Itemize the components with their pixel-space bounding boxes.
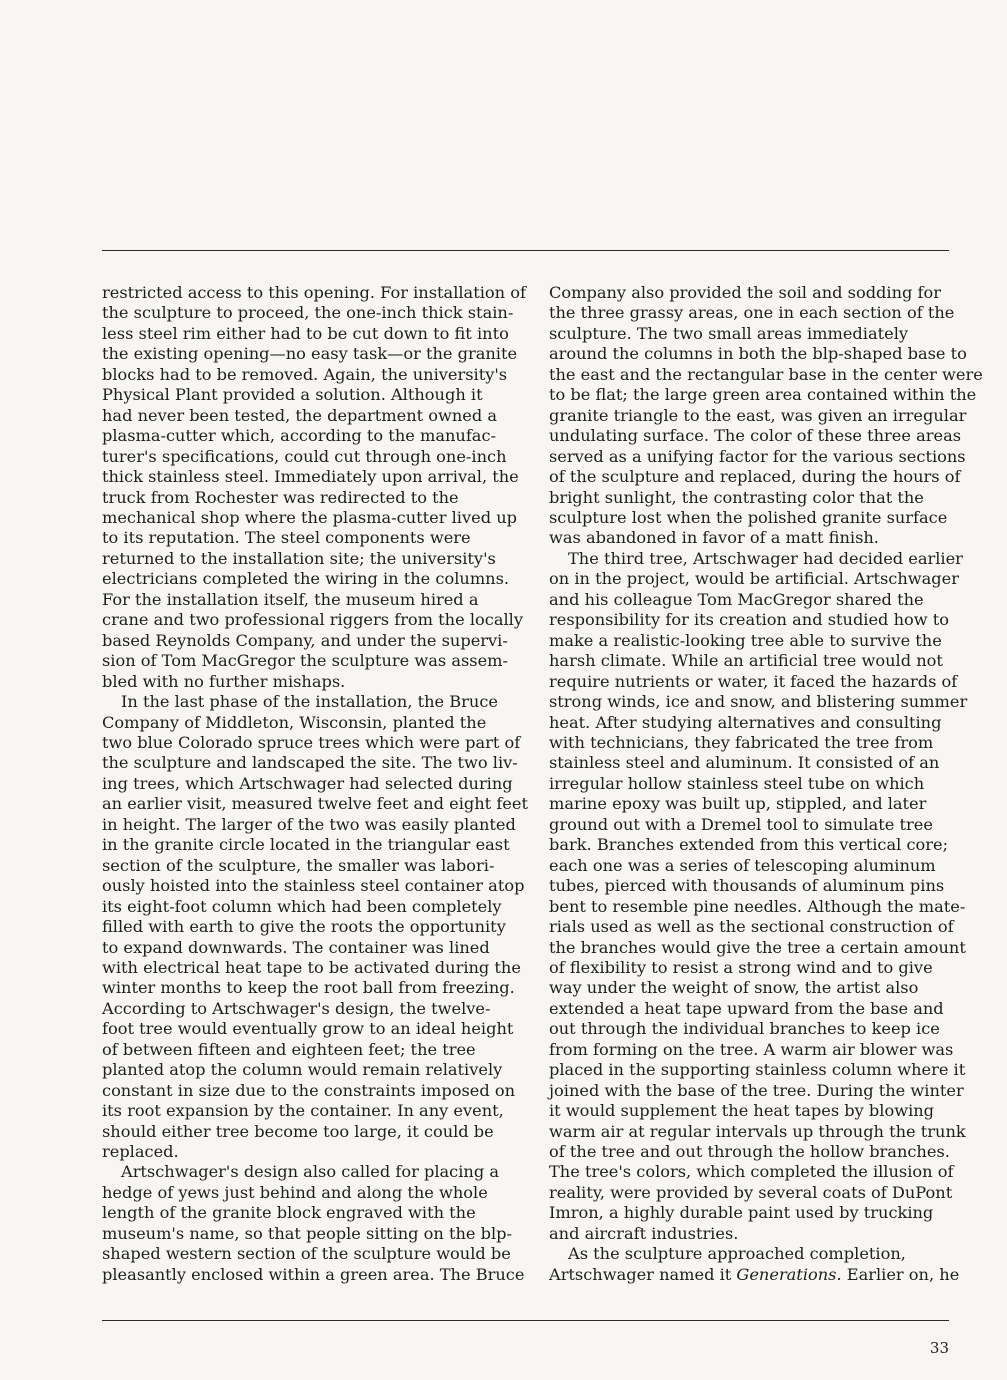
text-line: its root expansion by the container. In any event,	[102, 1101, 504, 1121]
text-line: of flexibility to resist a strong wind and to give	[549, 957, 933, 977]
text-line: granite triangle to the east, was given an irregular	[549, 405, 967, 425]
text-line: tubes, pierced with thousands of aluminum pins	[549, 876, 945, 896]
text-line: from forming on the tree. A warm air blower was	[549, 1039, 954, 1059]
text-line: the sculpture to proceed, the one-inch thick stain-	[102, 303, 514, 323]
bottom-rule	[102, 1320, 949, 1321]
text-line: sculpture lost when the polished granite surface	[549, 507, 948, 527]
text-line: with technicians, they fabricated the tree from	[549, 732, 934, 752]
text-line: ously hoisted into the stainless steel container atop	[102, 876, 525, 896]
text-line: joined with the base of the tree. During the winter	[549, 1080, 964, 1100]
text-line: returned to the installation site; the university's	[102, 548, 496, 568]
text-line: had never been tested, the department owned a	[102, 405, 498, 425]
text-line: Artschwager's design also called for placing a	[121, 1162, 500, 1182]
text-line: heat. After studying alternatives and consulting	[549, 712, 942, 732]
text-line: in height. The larger of the two was easily planted	[102, 814, 516, 834]
text-line: of between fifteen and eighteen feet; the tree	[102, 1039, 476, 1059]
page-number: 33	[929, 1339, 949, 1357]
text-line: in the granite circle located in the triangular east	[102, 835, 510, 855]
text-line: pleasantly enclosed within a green area. The Bruce	[102, 1264, 525, 1284]
text-line: responsibility for its creation and studied how to	[549, 610, 949, 630]
text-line: rials used as well as the sectional construction of	[549, 917, 954, 937]
text-line: Company also provided the soil and sodding for	[549, 283, 942, 302]
text-line: it would supplement the heat tapes by blowing	[549, 1101, 935, 1121]
text-line: ing trees, which Artschwager had selected during	[102, 773, 513, 793]
text-line: electricians completed the wiring in the columns.	[102, 569, 510, 589]
text-line: stainless steel and aluminum. It consisted of an	[549, 753, 940, 773]
text-line: sculpture. The two small areas immediately	[549, 323, 909, 343]
text-line: out through the individual branches to keep ice	[549, 1019, 940, 1039]
text-line: sion of Tom MacGregor the sculpture was assem-	[102, 651, 509, 671]
text-span: Artschwager named it	[549, 1264, 732, 1284]
text-line: The tree's colors, which completed the illusion of	[549, 1162, 954, 1182]
text-line: undulating surface. The color of these three areas	[549, 426, 962, 446]
text-line: bark. Branches extended from this vertical core;	[549, 835, 949, 855]
text-line: make a realistic-looking tree able to survive the	[549, 630, 942, 650]
text-line: to its reputation. The steel components were	[102, 528, 471, 548]
text-line: require nutrients or water, it faced the hazards of	[549, 671, 958, 691]
text-line: Physical Plant provided a solution. Although it	[102, 385, 483, 405]
text-line: ground out with a Dremel tool to simulate tree	[549, 814, 933, 834]
text-line: shaped western section of the sculpture would be	[102, 1244, 511, 1264]
text-line: around the columns in both the blp-shaped base to	[549, 344, 967, 364]
text-line: Imron, a highly durable paint used by trucking	[549, 1203, 934, 1223]
text-line: the sculpture and landscaped the site. The two liv-	[102, 753, 518, 773]
text-line: section of the sculpture, the smaller was labori-	[102, 855, 495, 875]
text-line: each one was a series of telescoping aluminum	[549, 855, 936, 875]
text-line: filled with earth to give the roots the opportunity	[102, 917, 506, 937]
text-line: harsh climate. While an artificial tree would not	[549, 651, 943, 671]
text-line: blocks had to be removed. Again, the university's	[102, 364, 508, 384]
text-line: warm air at regular intervals up through the trunk	[549, 1121, 966, 1141]
text-line: extended a heat tape upward from the base and	[549, 998, 944, 1018]
text-line: and his colleague Tom MacGregor shared the	[549, 589, 924, 609]
text-line: restricted access to this opening. For installation of	[102, 283, 526, 302]
text-line: thick stainless steel. Immediately upon arrival, the	[102, 467, 519, 487]
text-line: hedge of yews just behind and along the whole	[102, 1182, 488, 1202]
text-line: should either tree become too large, it could be	[102, 1121, 494, 1141]
text-line: reality, were provided by several coats of DuPont	[549, 1182, 953, 1202]
text-span: Earlier on, he	[841, 1264, 960, 1284]
text-line: foot tree would eventually grow to an ideal height	[102, 1019, 514, 1039]
text-line: length of the granite block engraved with the	[102, 1203, 476, 1223]
text-line: As the sculpture approached completion,	[568, 1244, 906, 1264]
text-line: Company of Middleton, Wisconsin, planted the	[102, 712, 487, 732]
left-column	[102, 283, 528, 1285]
text-line: an earlier visit, measured twelve feet and eight feet	[102, 794, 528, 814]
text-line: its eight-foot column which had been completely	[102, 896, 502, 916]
text-line: the branches would give the tree a certain amount	[549, 937, 966, 957]
text-line: the existing opening—no easy task—or the granite	[102, 344, 518, 364]
text-line: truck from Rochester was redirected to the	[102, 487, 459, 507]
text-line: was abandoned in favor of a matt finish.	[549, 528, 879, 548]
text-line: of the tree and out through the hollow branches.	[549, 1142, 950, 1162]
text-line: with electrical heat tape to be activated during the	[102, 957, 521, 977]
text-line: less steel rim either had to be cut down to fit into	[102, 323, 509, 343]
text-line: two blue Colorado spruce trees which were part of	[102, 732, 521, 752]
text-line: crane and two professional riggers from the locally	[102, 610, 523, 630]
right-column	[549, 283, 983, 1285]
text-line	[549, 1264, 960, 1285]
text-line: constant in size due to the constraints imposed on	[102, 1080, 516, 1100]
text-line: strong winds, ice and snow, and blistering summer	[549, 692, 968, 712]
text-line: way under the weight of snow, the artist also	[549, 978, 919, 998]
text-line: based Reynolds Company, and under the supervi-	[102, 630, 508, 650]
text-line: on in the project, would be artificial. Artschwager	[549, 569, 959, 589]
text-line: For the installation itself, the museum hired a	[102, 589, 479, 609]
book-title: Generations.	[736, 1264, 842, 1284]
text-line: of the sculpture and replaced, during the hours of	[549, 467, 961, 487]
text-line: According to Artschwager's design, the twelve-	[102, 998, 491, 1018]
text-line: plasma-cutter which, according to the manufac-	[102, 426, 496, 446]
text-line: museum's name, so that people sitting on the blp-	[102, 1223, 512, 1243]
text-line: served as a unifying factor for the various sections	[549, 446, 966, 466]
text-line: planted atop the column would remain relatively	[102, 1060, 503, 1080]
text-line: the east and the rectangular base in the center were	[549, 364, 983, 384]
text-line: In the last phase of the installation, the Bruce	[121, 692, 498, 712]
text-line: marine epoxy was built up, stippled, and later	[549, 794, 927, 814]
text-line: turer's specifications, could cut through one-inch	[102, 446, 507, 466]
text-line: to be flat; the large green area contained within the	[549, 385, 977, 405]
text-line: bled with no further mishaps.	[102, 671, 346, 691]
text-line: placed in the supporting stainless column where it	[549, 1060, 966, 1080]
text-line: and aircraft industries.	[549, 1223, 739, 1243]
text-line: bright sunlight, the contrasting color that the	[549, 487, 924, 507]
text-line: bent to resemble pine needles. Although the mate-	[549, 896, 966, 916]
text-line: replaced.	[102, 1142, 179, 1162]
text-line: winter months to keep the root ball from freezing.	[102, 978, 515, 998]
text-line: the three grassy areas, one in each section of the	[549, 303, 955, 323]
text-line: mechanical shop where the plasma-cutter lived up	[102, 507, 517, 527]
text-line: to expand downwards. The container was lined	[102, 937, 490, 957]
text-line: The third tree, Artschwager had decided earlier	[568, 548, 963, 568]
top-rule	[102, 250, 949, 251]
text-line: irregular hollow stainless steel tube on which	[549, 773, 925, 793]
